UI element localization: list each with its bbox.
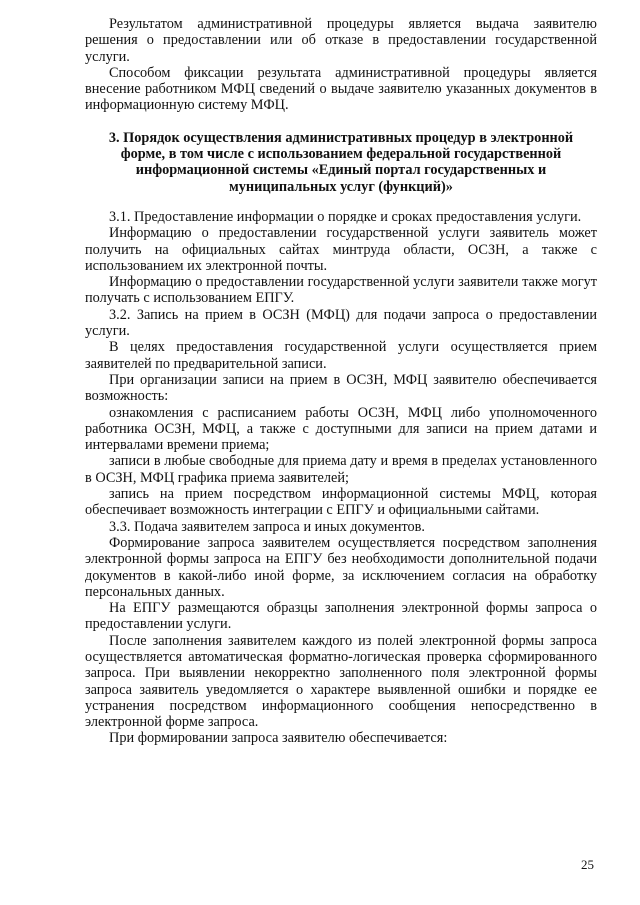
paragraph-validation: После заполнения заявителем каждого из полей электронной формы запроса осуществляется автоматическая форматно-логическая проверка сформированного запроса. При выявлении некорректно заполненного поля электронной формы запроса заявитель уведомляется о характере выявленной ошибки и порядке ее устранения посредством информационного сообщения непосредственно в электронной форме запроса.: [85, 632, 597, 731]
paragraph-provided: При формировании запроса заявителю обеспечивается:: [109, 730, 448, 747]
paragraph-fixation: Способом фиксации результата административной процедуры является внесение работником МФЦ сведений о выдаче заявителю указанных документов в информационную систему МФЦ.: [85, 64, 597, 114]
page-number: 25: [581, 857, 594, 872]
paragraph-3-3: 3.3. Подача заявителем запроса и иных документов.: [109, 518, 426, 535]
section-heading-line: муниципальных услуг (функций)»: [229, 178, 453, 195]
paragraph-free-slots: записи в любые свободные для приема дату и время в пределах установленного в ОСЗН, МФЦ графика приема заявителей;: [85, 453, 597, 486]
section-heading-line: форме, в том числе с использованием федеральной государственной: [120, 146, 562, 163]
section-heading: [95, 130, 587, 195]
section-heading-line: 3. Порядок осуществления административных процедур в электронной: [108, 129, 574, 146]
paragraph-prior-booking: В целях предоставления государственной услуги осуществляется прием заявителей по предварительной записи.: [85, 339, 597, 372]
paragraph-result: Результатом административной процедуры является выдача заявителю решения о предоставлении или об отказе в предоставлении государственной услуги.: [85, 16, 597, 65]
paragraph-3-1: 3.1. Предоставление информации о порядке и сроках предоставления услуги.: [109, 208, 582, 225]
paragraph-form-filling: Формирование запроса заявителем осуществляется посредством заполнения электронной формы запроса на ЕПГУ без необходимости дополнительной подачи документов в какой-либо иной форме, за исключением согласия на обработку персональных данных.: [85, 534, 597, 600]
paragraph-mfc-system: запись на прием посредством информационной системы МФЦ, которая обеспечивает возможность интеграции с ЕПГУ и официальными сайтами.: [85, 486, 597, 519]
paragraph-info-epgu: Информацию о предоставлении государственной услуги заявители также могут получать с использованием ЕПГУ.: [85, 274, 597, 307]
paragraph-schedule: ознакомления с расписанием работы ОСЗН, МФЦ либо уполномоченного работника ОСЗН, МФЦ, а также с доступными для записи на прием датами и интервалами времени приема;: [85, 404, 597, 454]
paragraph-samples: На ЕПГУ размещаются образцы заполнения электронной формы запроса о предоставлении услуги.: [85, 600, 597, 633]
section-heading-line: информационной системы «Единый портал государственных и: [135, 162, 547, 179]
paragraph-booking-options: При организации записи на прием в ОСЗН, МФЦ заявителю обеспечивается возможность:: [85, 371, 597, 405]
document-page: [85, 16, 597, 747]
paragraph-3-2: 3.2. Запись на прием в ОСЗН (МФЦ) для подачи запроса о предоставлении услуги.: [85, 306, 597, 340]
paragraph-info-sites: Информацию о предоставлении государственной услуги заявитель может получить на официальных сайтах минтруда области, ОСЗН, а также с использованием их электронной почты.: [85, 225, 597, 274]
